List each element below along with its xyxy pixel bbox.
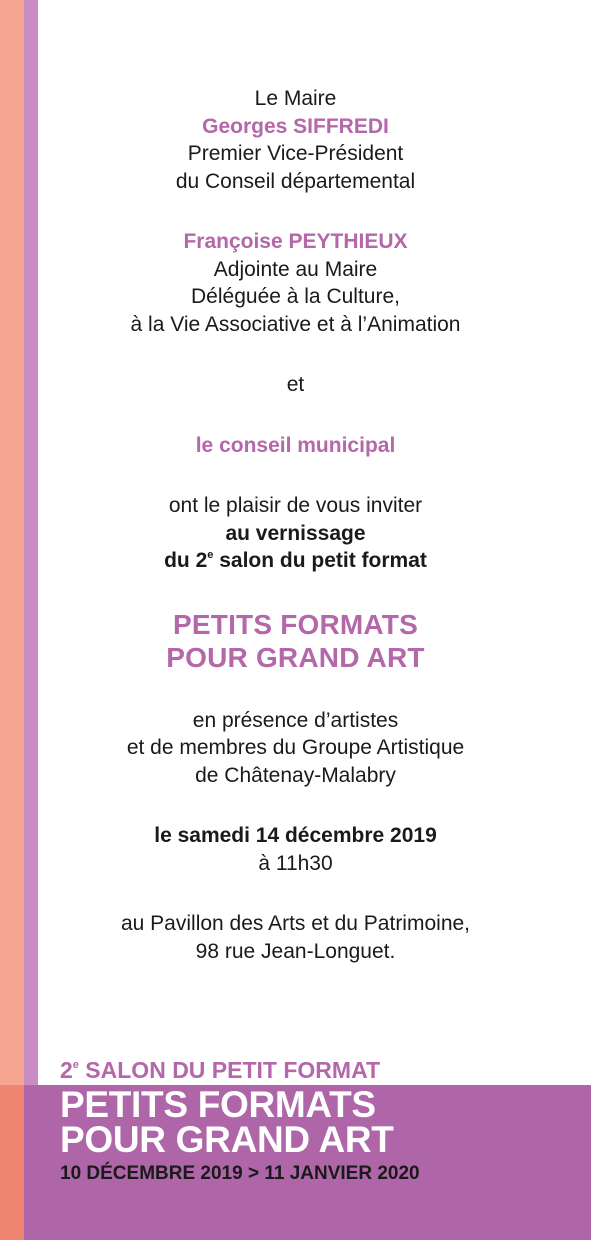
deputy-role-line-2: Déléguée à la Culture, <box>191 285 400 308</box>
municipal-council: le conseil municipal <box>195 433 396 457</box>
footer-title-line-1: PETITS FORMATS <box>60 1084 376 1125</box>
event-time: à 11h30 <box>258 851 333 875</box>
mayor-role-line-1: Premier Vice-Président <box>187 142 404 165</box>
invitation-text <box>0 85 591 965</box>
conjunction-et: et <box>286 373 305 396</box>
event-line-2: du 2e salon du petit format <box>164 549 427 572</box>
event-date: le samedi 14 décembre 2019 <box>154 824 437 847</box>
invite-line: ont le plaisir de vous inviter <box>168 494 423 517</box>
headline-line-2: POUR GRAND ART <box>166 641 425 673</box>
footer-title <box>60 1084 394 1160</box>
mayor-role-line-2: du Conseil départemental <box>175 169 416 193</box>
mayor-name: Georges SIFFREDI <box>202 114 389 138</box>
deputy-name: Françoise PEYTHIEUX <box>183 230 408 253</box>
venue: au Pavillon des Arts et du Patrimoine, <box>120 912 471 935</box>
presence-line-3: de Châtenay-Malabry <box>195 763 396 787</box>
deputy-role-line-1: Adjointe au Maire <box>213 257 378 281</box>
mayor-title: Le Maire <box>254 87 337 110</box>
address: 98 rue Jean-Longuet. <box>195 939 396 963</box>
headline-line-1: PETITS FORMATS <box>173 608 418 640</box>
event-line-1: au vernissage <box>225 521 366 545</box>
footer-title-line-2: POUR GRAND ART <box>60 1119 394 1160</box>
deputy-role-line-3: à la Vie Associative et à l’Animation <box>130 312 461 336</box>
decorative-stripe-salmon-bottom <box>0 1085 24 1240</box>
footer-dates: 10 DÉCEMBRE 2019 > 11 JANVIER 2020 <box>60 1163 420 1184</box>
footer-salon-label: 2e SALON DU PETIT FORMAT <box>60 1057 381 1083</box>
presence-line-2: et de membres du Groupe Artistique <box>126 736 465 759</box>
presence-line-1: en présence d’artistes <box>192 708 399 732</box>
